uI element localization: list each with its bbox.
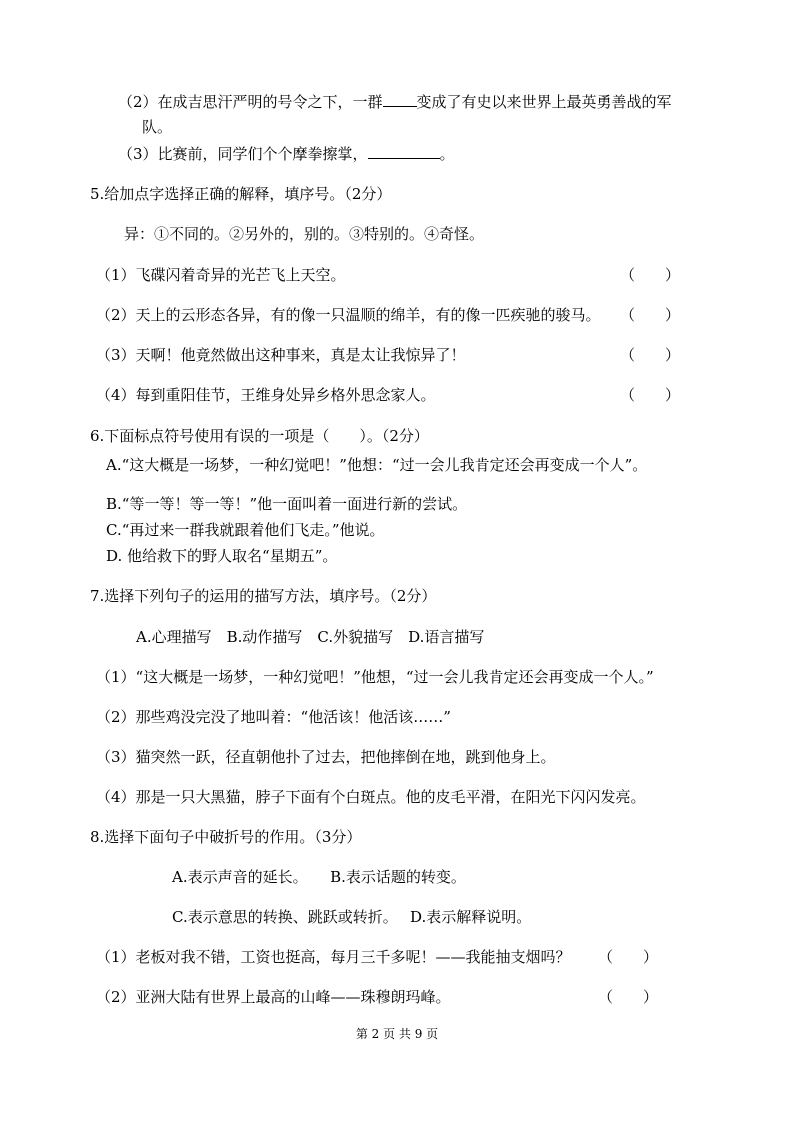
fill-blank[interactable] (383, 92, 417, 107)
answer-paren[interactable]: （ ） (620, 306, 681, 324)
q5-item-1: （1）飞碟闪着奇异的光芒飞上天空。 (96, 266, 346, 284)
q8-title: 8.选择下面句子中破折号的作用。（3分） (90, 828, 362, 846)
q6-option-c: C.“再过来一群我就跟着他们飞走。”他说。 (106, 521, 385, 539)
q8-options-line-1: A.表示声音的延长。 B.表示话题的转变。 (172, 868, 466, 886)
answer-paren[interactable]: （ ） (598, 948, 659, 966)
q5-definition: 异：①不同的。②另外的，别的。③特别的。④奇怪。 (124, 225, 485, 243)
q6-option-d: D. 他给救下的野人取名“星期五”。 (106, 547, 338, 565)
q6-title: 6.下面标点符号使用有误的一项是（ ）。（2分） (90, 427, 429, 445)
q7-title: 7.选择下列句子的运用的描写方法，填序号。（2分） (90, 587, 437, 605)
q4-item-2-continuation: 队。 (142, 118, 173, 136)
answer-paren[interactable]: （ ） (620, 266, 681, 284)
q7-item-4: （4）那是一只大黑猫，脖子下面有个白斑点。他的皮毛平滑，在阳光下闪闪发亮。 (96, 788, 646, 806)
q6-option-b: B.“等一等！等一等！”他一面叫着一面进行新的尝试。 (106, 495, 468, 513)
q4-item-2: （2）在成吉思汗严明的号令之下，一群 变成了有史以来世界上最英勇善战的军 (118, 93, 672, 111)
answer-paren[interactable]: （ ） (620, 386, 681, 404)
answer-paren[interactable]: （ ） (598, 988, 659, 1006)
q4-item-3: （3）比赛前，同学们个个摩拳擦掌， 。 (118, 145, 455, 163)
q5-item-3: （3）天啊！他竟然做出这种事来，真是太让我惊异了！ (96, 346, 466, 364)
q8-item-2: （2）亚洲大陆有世界上最高的山峰——珠穆朗玛峰。 (96, 988, 451, 1006)
answer-paren[interactable]: （ ） (620, 346, 681, 364)
q7-item-3: （3）猫突然一跃，径直朝他扑了过去，把他摔倒在地，跳到他身上。 (96, 748, 556, 766)
q7-item-1: （1）“这大概是一场梦，一种幻觉吧！”他想，“过一会儿我肯定还会再变成一个人。” (96, 668, 654, 686)
q5-item-2: （2）天上的云形态各异，有的像一只温顺的绵羊，有的像一匹疾驰的骏马。 (96, 306, 601, 324)
q7-methods: A.心理描写 B.动作描写 C.外貌描写 D.语言描写 (136, 628, 485, 646)
fill-blank[interactable] (368, 144, 440, 159)
q5-item-4: （4）每到重阳佳节，王维身处异乡格外思念家人。 (96, 386, 436, 404)
q6-option-a: A.“这大概是一场梦，一种幻觉吧！”他想：“过一会儿我肯定还会再变成一个人”。 (106, 456, 648, 474)
q5-title: 5.给加点字选择正确的解释，填序号。（2分） (90, 185, 392, 203)
page-number: 第 2 页 共 9 页 (355, 1027, 439, 1041)
q7-item-2: （2）那些鸡没完没了地叫着：“他活该！他活该……” (96, 708, 451, 726)
q8-item-1: （1）老板对我不错，工资也挺高，每月三千多呢！——我能抽支烟吗？ (96, 948, 571, 966)
q8-options-line-2: C.表示意思的转换、跳跃或转折。 D.表示解释说明。 (172, 908, 532, 926)
